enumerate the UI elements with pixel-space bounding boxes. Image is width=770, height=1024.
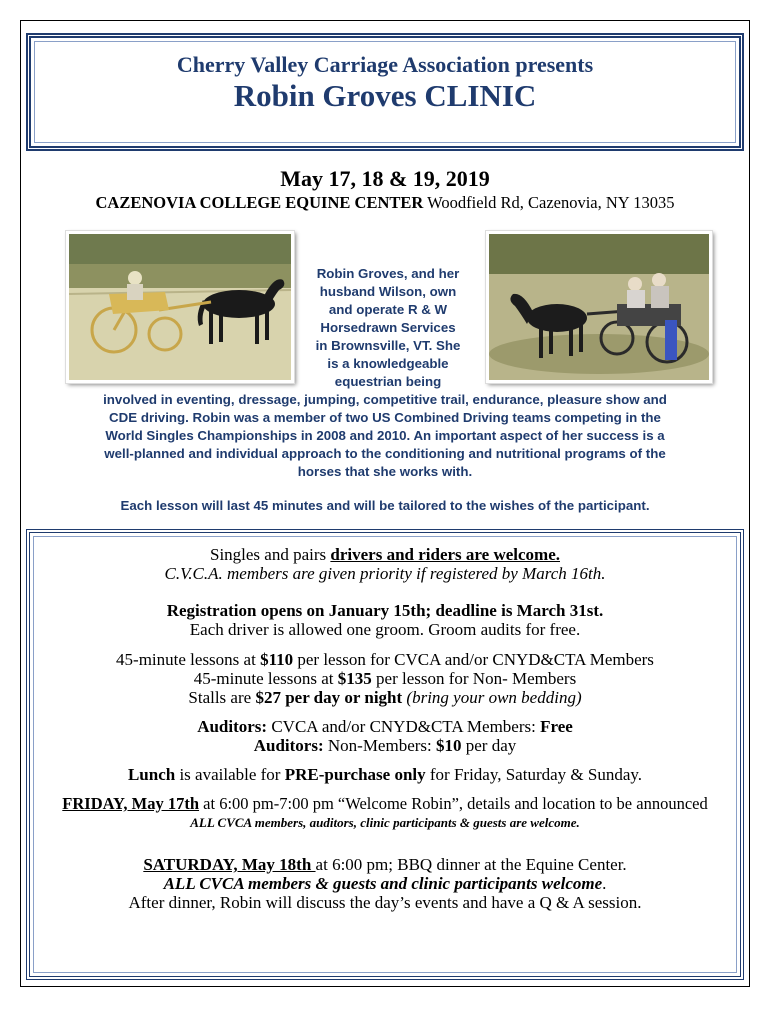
photo-marathon-carriage: [486, 231, 712, 383]
lesson-note: Each lesson will last 45 minutes and will be tailored to the wishes of the participant.: [120, 498, 650, 513]
saturday-line: SATURDAY, May 18th at 6:00 pm; BBQ dinner at the Equine Center.: [143, 855, 627, 874]
photo-single-carriage: [66, 231, 294, 383]
welcome-line: Singles and pairs drivers and riders are welcome.: [209, 545, 560, 564]
saturday-after-line: After dinner, Robin will discuss the day’s events and have a Q & A session.: [128, 893, 642, 912]
bio-line: and operate R & W: [328, 302, 448, 317]
bio-line: World Singles Championships in 2008 and 2010. An important aspect of her success is a: [105, 428, 665, 443]
clinic-title: Robin Groves CLINIC: [233, 78, 537, 113]
marathon-carriage-image: [489, 234, 709, 380]
bio-intro: [304, 265, 472, 391]
venue-address: Woodfield Rd, Cazenovia, NY 13035: [423, 193, 675, 212]
bio-line: well-planned and individual approach to the conditioning and nutritional programs of the: [104, 446, 666, 461]
bio-line: is a knowledgeable: [327, 356, 449, 371]
bio-line: Robin Groves, and her: [316, 266, 460, 281]
bio-line: involved in eventing, dressage, jumping, competitive trail, endurance, pleasure show and: [103, 392, 667, 407]
bio-line: in Brownsville, VT. She: [315, 338, 461, 353]
single-carriage-image: [69, 234, 291, 380]
bio-line: husband Wilson, own: [319, 284, 457, 299]
auditor-nonmember-line: Auditors: Non-Members: $10 per day: [253, 736, 517, 755]
bio-body: [40, 391, 730, 481]
bio-line: horses that she works with.: [297, 464, 473, 479]
header-banner: [26, 33, 744, 151]
groom-line: Each driver is allowed one groom. Groom audits for free.: [189, 620, 581, 639]
venue-name: CAZENOVIA COLLEGE EQUINE CENTER: [95, 193, 424, 212]
priority-line: C.V.C.A. members are given priority if registered by March 16th.: [164, 564, 606, 583]
event-venue: [0, 193, 770, 213]
presenter-line: Cherry Valley Carriage Association presents: [176, 52, 594, 77]
stalls-line: Stalls are $27 per day or night (bring your own bedding): [188, 688, 582, 707]
lunch-line: Lunch is available for PRE-purchase only for Friday, Saturday & Sunday.: [127, 765, 643, 784]
bio-line: equestrian being: [334, 374, 442, 389]
friday-line: FRIDAY, May 17th at 6:00 pm-7:00 pm “Welcome Robin”, details and location to be announced: [62, 794, 708, 813]
bio-line: Horsedrawn Services: [320, 320, 456, 335]
auditor-member-line: Auditors: CVCA and/or CNYD&CTA Members: Free: [197, 717, 573, 736]
nonmember-price-line: 45-minute lessons at $135 per lesson for Non- Members: [193, 669, 577, 688]
saturday-note: ALL CVCA members & guests and clinic participants welcome.: [163, 874, 607, 893]
bio-line: CDE driving. Robin was a member of two US Combined Driving teams competing in the: [109, 410, 661, 425]
registration-line: Registration opens on January 15th; deadline is March 31st.: [166, 601, 604, 620]
member-price-line: 45-minute lessons at $110 per lesson for CVCA and/or CNYD&CTA Members: [116, 650, 654, 669]
event-dates: May 17, 18 & 19, 2019: [280, 166, 490, 191]
friday-note: ALL CVCA members, auditors, clinic participants & guests are welcome.: [190, 815, 580, 830]
